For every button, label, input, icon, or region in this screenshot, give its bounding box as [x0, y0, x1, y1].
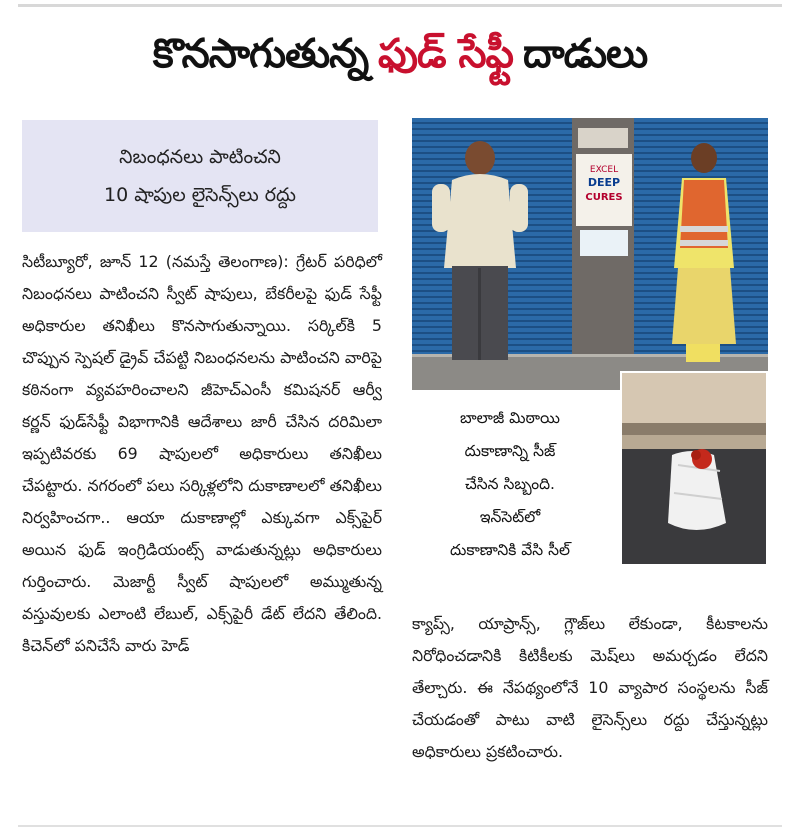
- caption-line-4: ఇన్‌సెట్‌లో: [479, 508, 541, 526]
- shop-shutter-photo: [412, 118, 768, 390]
- subheadline-line-1: నిబంధనలు పాటించని: [119, 146, 281, 168]
- svg-text:DEEP: DEEP: [587, 176, 621, 189]
- subheadline-line-2: 10 షాపుల లైసెన్స్‌లు రద్దు: [104, 184, 296, 206]
- article-column-right: [412, 608, 768, 768]
- inset-photo: [620, 371, 768, 566]
- svg-text:CURES: CURES: [585, 192, 623, 203]
- article-body-left: సిటీబ్యూరో, జూన్ 12 (నమస్తే తెలంగాణ): గ్రేటర్ పరిధిలో నిబంధనలు పాటించని స్వీట్ షాపులు, బేకరీలపై ఫుడ్ సేఫ్టీ అధికారుల తనిఖీలు కొనసాగుతున్నాయి. సర్కిల్‌కి 5 చొప్పున స్పెషల్ డ్రైవ్ చేపట్టి నిబంధనలను పాటించని వారిపై కఠినంగా వ్యవహరించాలని జీహెచ్ఎంసీ కమిషనర్ ఆర్వీ కర్ణన్ ఫుడ్‌సేఫ్టీ విభాగానికి ఆదేశాలు జారీ చేసిన దరిమిలా ఇప్పటివరకు 69 షాపులలో అధికారులు తనిఖీలు చేపట్టారు. నగరంలో పలు సర్కిళ్లలోని దుకాణాలలో తనిఖీలు నిర్వహించగా.. ఆయా దుకాణాల్లో ఎక్కువగా ఎక్స్‌పైర్ అయిన ఫుడ్ ఇంగ్రిడియంట్స్ వాడుతున్నట్లు అధికారులు గుర్తించారు. మెజార్టీ స్వీట్ షాపులలో అమ్ముతున్న వస్తువులకు ఎలాంటి లేబుల్, ఎక్స్‌పైరీ డేట్ లేదని తేలింది. కిచెన్‌లో పనిచేసే వారు హెడ్: [22, 252, 382, 655]
- caption-line-3: చేసిన సిబ్బంది.: [464, 475, 555, 493]
- news-photo: [412, 118, 768, 390]
- article-column-left: [22, 246, 382, 662]
- photo-caption: [412, 402, 608, 567]
- headline: [18, 18, 782, 100]
- bottom-rule: [18, 825, 782, 827]
- subheadline-box: [22, 120, 378, 232]
- top-rule: [18, 4, 782, 7]
- headline-part-3: దాడులు: [523, 31, 648, 77]
- headline-part-1: కొనసాగుతున్న: [152, 31, 369, 77]
- caption-line-2: దుకాణాన్ని సీజ్: [464, 442, 556, 460]
- caption-line-5: దుకాణానికి వేసి సీల్: [450, 541, 570, 559]
- sealed-lock-photo: [622, 373, 766, 564]
- article-body-right: క్యాప్స్, యాప్రాన్స్, గ్లౌజ్‌లు లేకుండా, కీటకాలను నిరోధించడానికి కిటికీలకు మెష్‌లు అమర్చడం లేదని తేల్చారు. ఈ నేపథ్యంలోనే 10 వ్యాపార సంస్థలను సీజ్ చేయడంతో పాటు వాటి లైసెన్స్‌లు రద్దు చేస్తున్నట్లు అధికారులు ప్రకటించారు.: [412, 614, 768, 761]
- svg-text:EXCEL: EXCEL: [589, 165, 619, 175]
- headline-part-2-highlight: ఫుడ్ సేఫ్టీ: [378, 31, 513, 77]
- caption-line-1: బాలాజీ మిఠాయి: [460, 409, 560, 427]
